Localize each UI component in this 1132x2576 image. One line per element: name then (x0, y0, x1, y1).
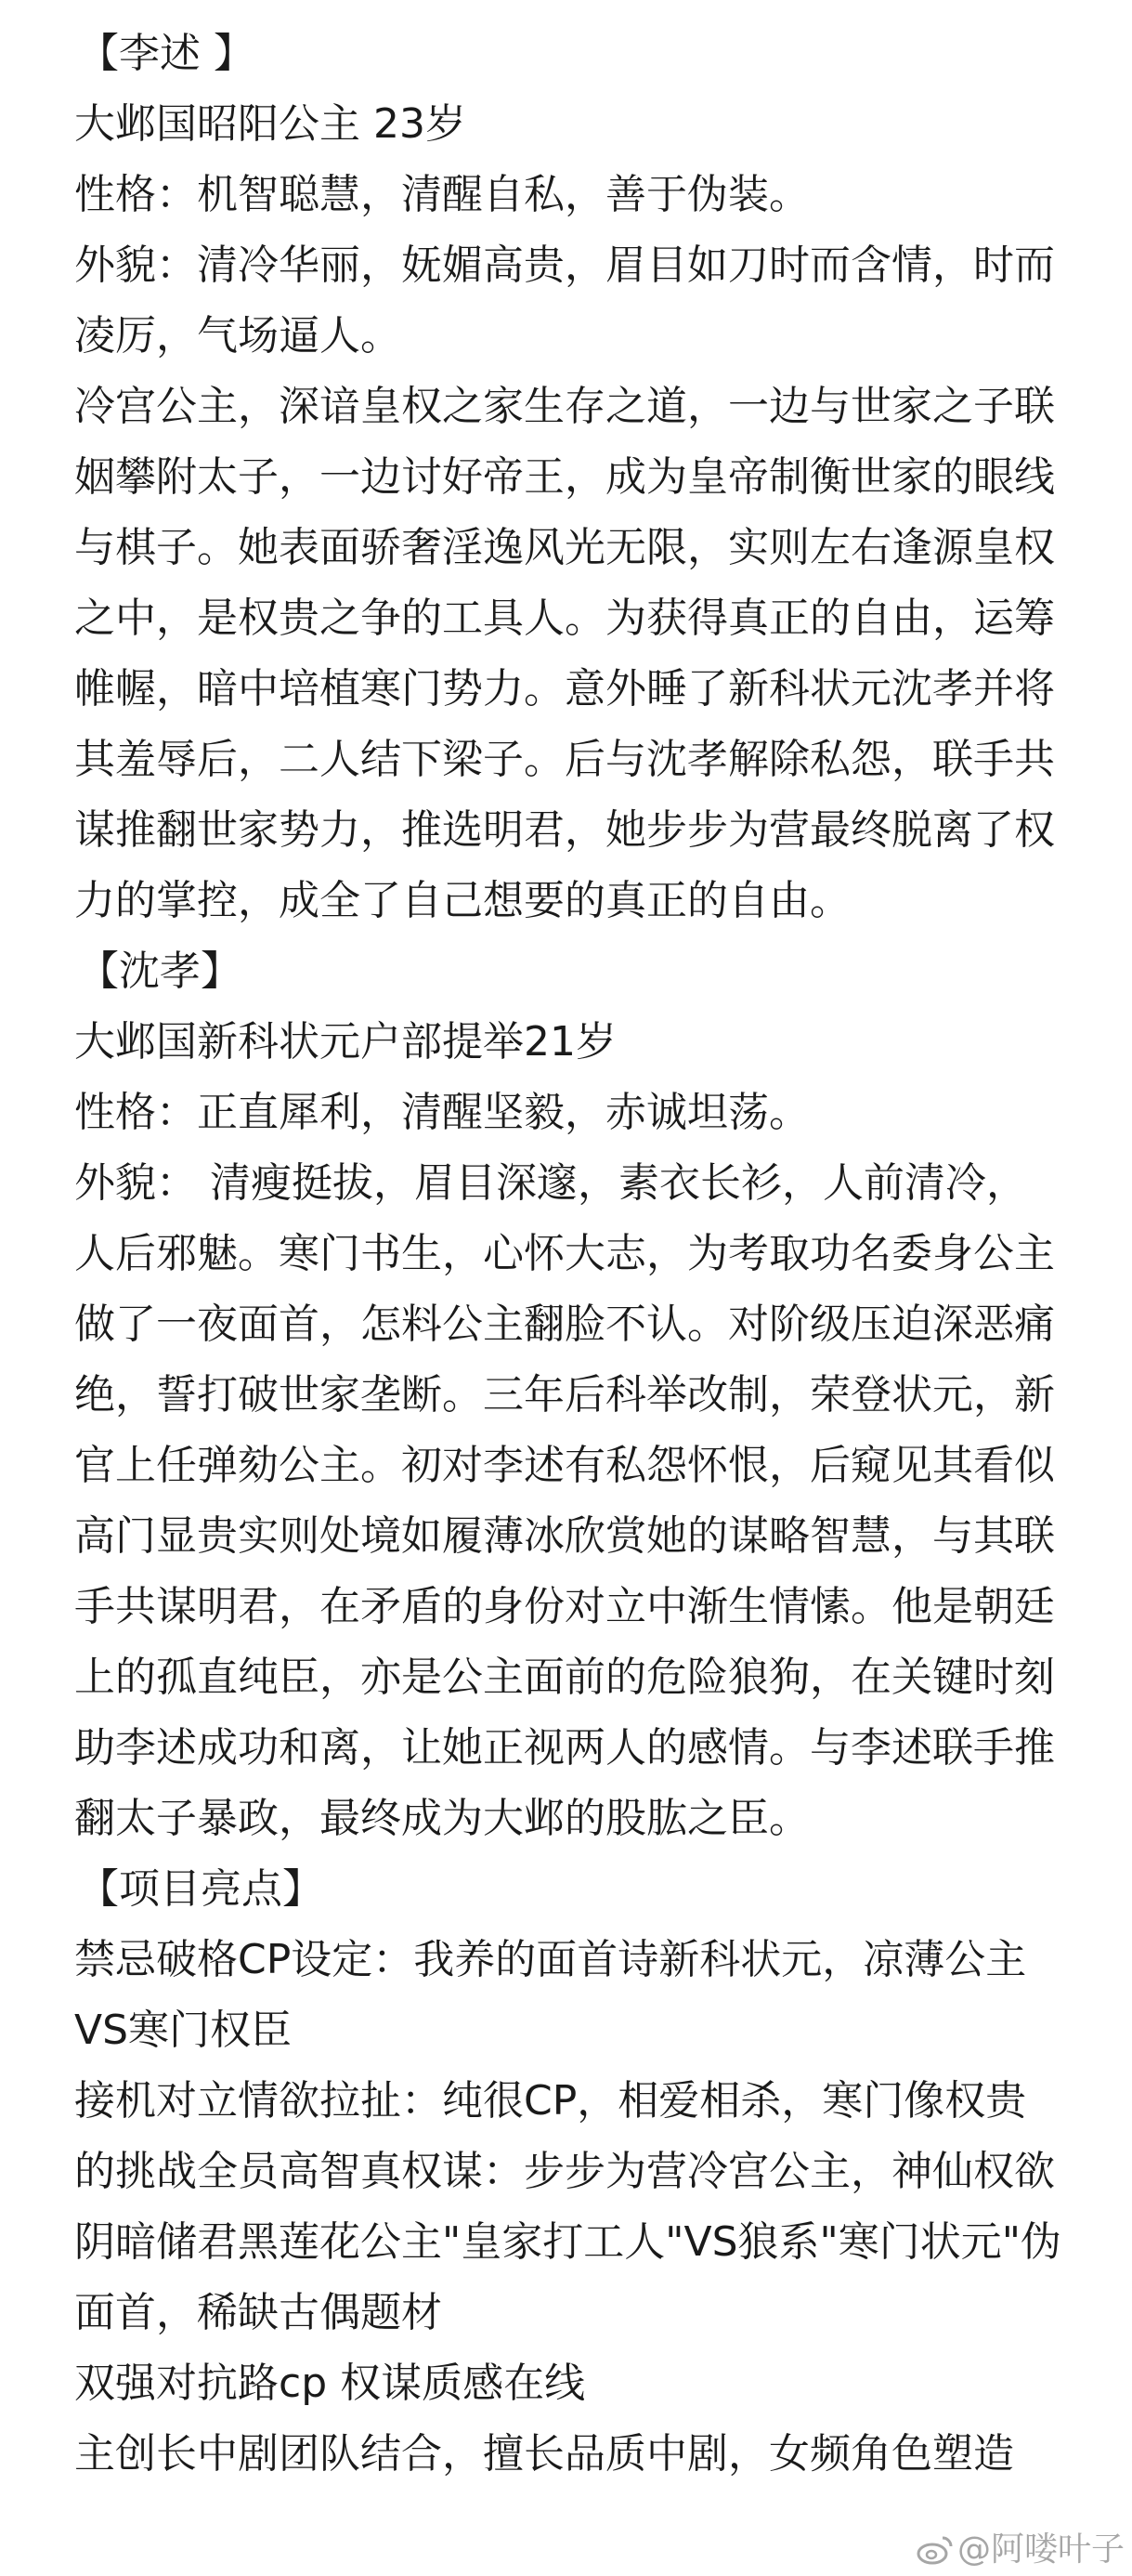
section-heading: 【沈孝】 (78, 948, 241, 995)
section-shen-xiao (74, 936, 1096, 1854)
text-line: 帷幄，暗中培植寒门势力。意外睡了新科状元沈孝并将 (74, 665, 1055, 713)
text-line: 外貌： 清瘦挺拔，眉目深邃，素衣长衫，人前清冷， (74, 1159, 1027, 1207)
text-line: 高门显贵实则处境如履薄冰欣赏她的谋略智慧，与其联 (74, 1512, 1055, 1560)
text-line: 大邺国新科状元户部提举21岁 (74, 1018, 617, 1066)
text-line: 性格：机智聪慧，清醒自私，善于伪装。 (74, 171, 810, 218)
text-line: 绝，誓打破世家垄断。三年后科举改制，荣登状元，新 (74, 1371, 1055, 1419)
text-line: 姻攀附太子，一边讨好帝王，成为皇帝制衡世家的眼线 (74, 453, 1055, 501)
section-li-shu (74, 19, 1096, 936)
text-line: 阴暗储君黑莲花公主"皇家打工人"VS狼系"寒门状元"伪 (74, 2218, 1061, 2266)
watermark-text: @阿喽叶子 (956, 2530, 1125, 2569)
text-line: 与棋子。她表面骄奢淫逸风光无限，实则左右逢源皇权 (74, 524, 1055, 571)
text-line: 助李述成功和离，让她正视两人的感情。与李述联手推 (74, 1724, 1055, 1772)
text-line: 翻太子暴政，最终成为大邺的股肱之臣。 (74, 1795, 810, 1842)
text-line: 接机对立情欲拉扯：纯很CP，相爱相杀，寒门像权贵 (74, 2077, 1027, 2125)
weibo-icon (917, 2534, 954, 2566)
text-line: 谋推翻世家势力，推选明君，她步步为营最终脱离了权 (74, 806, 1055, 854)
text-line: VS寒门权臣 (74, 2007, 293, 2054)
text-line: 大邺国昭阳公主 23岁 (74, 100, 466, 148)
section-heading: 【李述 】 (78, 30, 254, 77)
document-body (74, 19, 1096, 2490)
text-line: 官上任弹劾公主。初对李述有私怨怀恨，后窥见其看似 (74, 1442, 1055, 1489)
text-line: 凌厉，气场逼人。 (74, 312, 401, 360)
text-line: 禁忌破格CP设定：我养的面首诗新科状元，凉薄公主 (74, 1936, 1027, 1983)
text-line: 的挑战全员高智真权谋：步步为营冷宫公主，神仙权欲 (74, 2148, 1055, 2195)
text-line: 做了一夜面首，怎料公主翻脸不认。对阶级压迫深恶痛 (74, 1301, 1055, 1348)
text-line: 人后邪魅。寒门书生，心怀大志，为考取功名委身公主 (74, 1230, 1055, 1277)
text-line: 手共谋明君，在矛盾的身份对立中渐生情愫。他是朝廷 (74, 1583, 1055, 1630)
text-line: 力的掌控，成全了自己想要的真正的自由。 (74, 877, 851, 924)
text-line: 主创长中剧团队结合，擅长品质中剧，女频角色塑造 (74, 2430, 1014, 2478)
section-heading: 【项目亮点】 (78, 1865, 323, 1913)
section-project-highlights (74, 1854, 1096, 2490)
text-line: 其羞辱后，二人结下梁子。后与沈孝解除私怨，联手共 (74, 736, 1055, 783)
watermark (917, 2531, 1125, 2569)
text-line: 面首，稀缺古偶题材 (74, 2289, 442, 2336)
text-line: 上的孤直纯臣，亦是公主面前的危险狼狗，在关键时刻 (74, 1654, 1055, 1701)
text-line: 之中，是权贵之争的工具人。为获得真正的自由，运筹 (74, 595, 1055, 642)
text-line: 性格：正直犀利，清醒坚毅，赤诚坦荡。 (74, 1089, 810, 1136)
text-line: 双强对抗路cp 权谋质感在线 (74, 2360, 586, 2407)
text-line: 冷宫公主，深谙皇权之家生存之道，一边与世家之子联 (74, 383, 1055, 430)
text-line: 外貌：清冷华丽，妩媚高贵，眉目如刀时而含情，时而 (74, 242, 1055, 289)
